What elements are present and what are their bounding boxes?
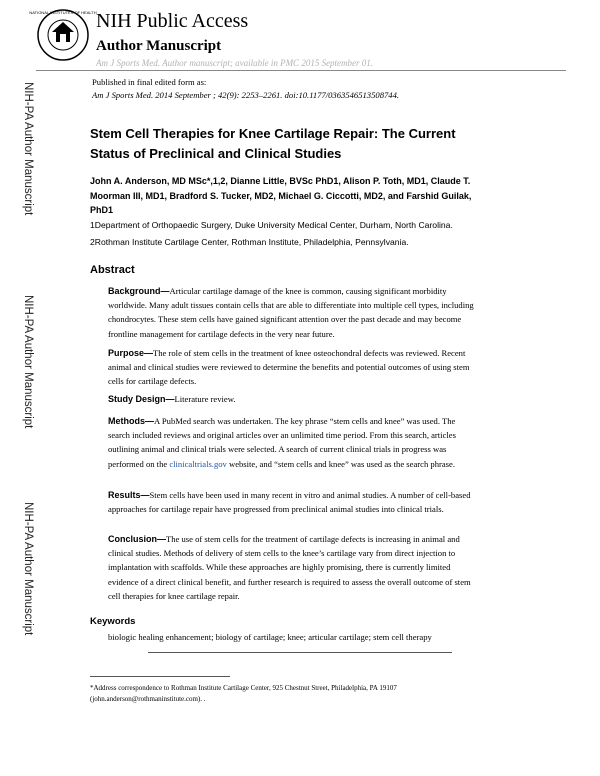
affiliation-1: 1Department of Orthopaedic Surgery, Duke University Medical Center, Durham, North Carolina. — [90, 220, 453, 230]
nih-seal-logo — [29, 8, 97, 62]
journal-availability-line: Am J Sports Med. Author manuscript; available in PMC 2015 September 01. — [96, 58, 374, 68]
published-label: Published in final edited form as: — [92, 77, 207, 87]
authors-line1: John A. Anderson, MD MSc*,1,2, Dianne Little, BVSc PhD1, Alison P. Toth, MD1, Claude T. — [90, 176, 471, 186]
methods-text-b: website, and “stem cells and knee” was used as the search phrase. — [226, 458, 455, 469]
purpose-paragraph — [108, 346, 478, 389]
abstract-heading: Abstract — [90, 264, 135, 276]
methods-label: Methods— — [108, 416, 154, 426]
keywords-heading: Keywords — [90, 616, 136, 627]
article-title-line2: Status of Preclinical and Clinical Studies — [90, 146, 342, 161]
affiliation-2: 2Rothman Institute Cartilage Center, Rothman Institute, Philadelphia, Pennsylvania. — [90, 237, 409, 247]
keywords-text: biologic healing enhancement; biology of cartilage; knee; articular cartilage; stem cell therapy — [108, 632, 432, 642]
results-text: Stem cells have been used in many recent in vitro and animal studies. A number of cell-based approaches for cartilage repair have progressed from preclinical animal studies into clinical trials. — [108, 490, 471, 515]
author-list — [90, 174, 530, 218]
results-label: Results— — [108, 490, 150, 500]
footnote-line1: *Address correspondence to Rothman Institute Cartilage Center, 925 Chestnut Street, Philadelphia, PA 19107 — [90, 684, 397, 692]
clinicaltrials-link[interactable]: clinicaltrials.gov — [169, 458, 227, 469]
nih-public-access-title: NIH Public Access — [96, 10, 249, 32]
footnote-line2: (john.anderson@rothmaninstitute.com). . — [90, 695, 206, 703]
background-text: Articular cartilage damage of the knee is common, causing significant morbidity worldwide. Many adult tissues contain cells that are able to differentiate into multiple cell types, including chondrocytes. These stem cells have gained significant attention over the past decade and may become frontline management for cartilage defects in the very near future. — [108, 286, 474, 339]
purpose-label: Purpose— — [108, 348, 154, 358]
purpose-text: The role of stem cells in the treatment of knee osteochondral defects was reviewed. Recent animal and clinical studies were reviewed to determine the benefits and potential outcomes of using stem cells for cartilage defects. — [108, 348, 470, 387]
authors-line3: PhD1 — [90, 205, 114, 215]
methods-text-a: A PubMed search was undertaken. The key phrase “stem cells and knee” was used. The search included reviews and original articles over an unlimited time period. From this search, articles outlining animal and clinical trials were selected. A search of current clinical trials in progress was performed on the — [108, 416, 456, 469]
conclusion-text: The use of stem cells for the treatment of cartilage defects is increasing in animal and clinical studies. Methods of delivery of stem cells to the knee’s cartilage vary from direct injection to implantation with scaffolds. While these approaches are highly promising, there is currently limited evidence of a direct clinical benefit, and further research is required to assess the overall outcome of stem cell therapies for knee cartilage repair. — [108, 534, 471, 601]
published-citation: Am J Sports Med. 2014 September ; 42(9): 2253–2261. doi:10.1177/0363546513508744. — [92, 90, 400, 100]
results-paragraph — [108, 488, 478, 516]
svg-text:NATIONAL INSTITUTES OF HEALTH: NATIONAL INSTITUTES OF HEALTH — [29, 10, 97, 15]
study-design-paragraph — [108, 392, 478, 406]
article-title — [90, 124, 456, 164]
correspondence-footnote — [90, 683, 530, 705]
conclusion-paragraph — [108, 532, 478, 603]
side-label-middle: NIH-PA Author Manuscript — [22, 295, 34, 429]
methods-paragraph — [108, 414, 478, 471]
header-rule — [36, 70, 566, 71]
study-design-text: Literature review. — [174, 394, 236, 404]
footnote-rule — [90, 676, 230, 677]
side-label-top: NIH-PA Author Manuscript — [22, 82, 34, 216]
side-label-bottom: NIH-PA Author Manuscript — [22, 502, 34, 636]
background-label: Background— — [108, 286, 170, 296]
conclusion-label: Conclusion— — [108, 534, 166, 544]
background-paragraph — [108, 284, 478, 341]
author-manuscript-subtitle: Author Manuscript — [96, 38, 222, 54]
article-title-line1: Stem Cell Therapies for Knee Cartilage Repair: The Current — [90, 126, 456, 141]
authors-line2: Moorman III, MD1, Bradford S. Tucker, MD2, Michael G. Ciccotti, MD2, and Farshid Guilak, — [90, 190, 472, 201]
keywords-rule — [148, 652, 452, 653]
study-design-label: Study Design— — [108, 394, 175, 404]
